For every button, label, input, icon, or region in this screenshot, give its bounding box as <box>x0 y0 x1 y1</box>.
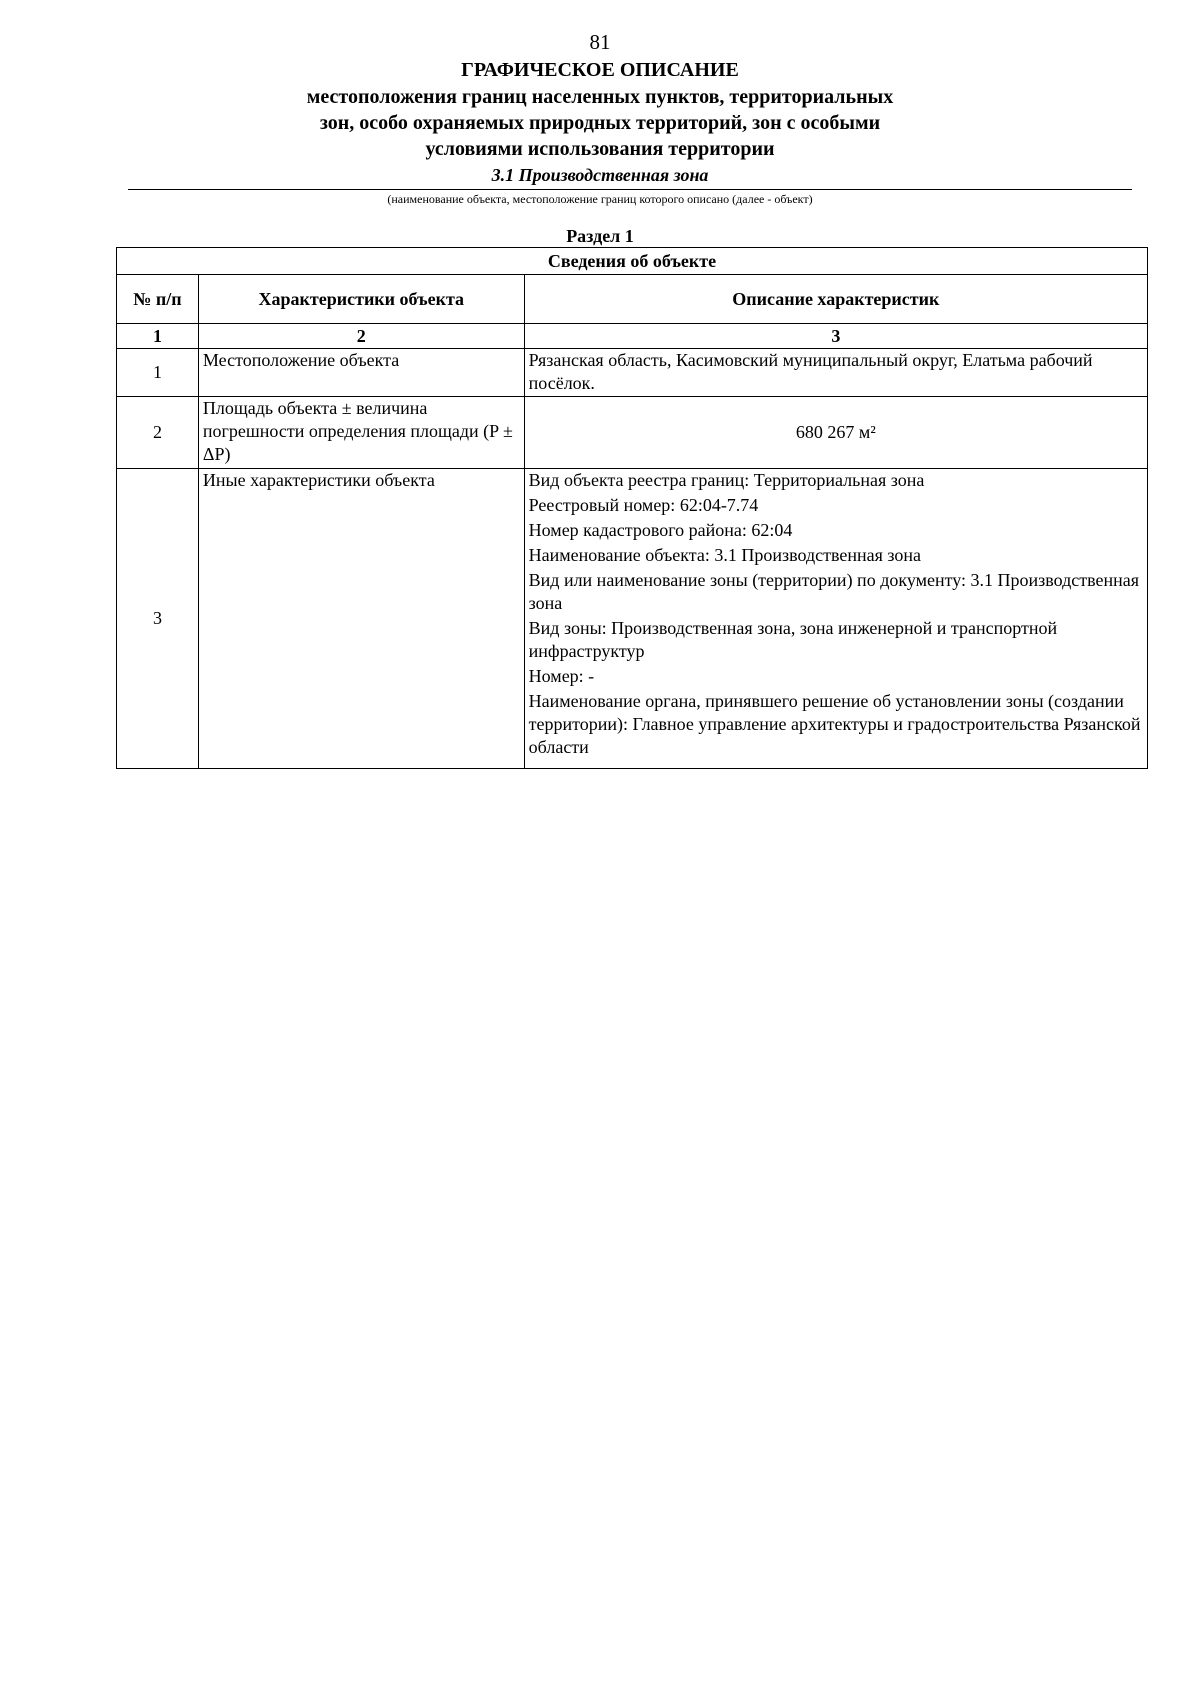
object-name-underline <box>128 189 1132 190</box>
description-line: Номер кадастрового района: 62:04 <box>528 520 793 540</box>
object-caption: (наименование объекта, местоположение границ которого описано (далее - объект) <box>387 192 813 206</box>
row-characteristic: Местоположение объекта <box>198 349 524 397</box>
column-index: 2 <box>198 324 524 349</box>
object-info-table <box>116 247 1148 769</box>
table-index-row <box>117 324 1148 349</box>
subtitle-line: местоположения границ населенных пунктов, территориальных <box>306 86 894 108</box>
description-line: Вид зоны: Производственная зона, зона инженерной и транспортной инфраструктур <box>528 618 1058 661</box>
description-line: Вид объекта реестра границ: Территориальная зона <box>528 470 925 490</box>
row-description: Рязанская область, Касимовский муниципальный округ, Елатьма рабочий посёлок. <box>524 349 1147 397</box>
row-description: 680 267 м² <box>524 397 1147 469</box>
description-line: Номер: - <box>528 666 595 686</box>
column-index: 3 <box>524 324 1147 349</box>
table-caption: Сведения об объекте <box>117 248 1148 275</box>
subtitle-line: зон, особо охраняемых природных территорий, зон с особыми <box>319 112 881 134</box>
table-row <box>117 349 1148 397</box>
header-characteristic: Характеристики объекта <box>198 275 524 324</box>
page-number: 81 <box>589 30 611 54</box>
document-title: ГРАФИЧЕСКОЕ ОПИСАНИЕ <box>461 59 739 81</box>
header-description: Описание характеристик <box>524 275 1147 324</box>
description-line: Наименование органа, принявшего решение об установлении зоны (создании территории): Главное управление архитектуры и градостроительства Рязанской области <box>528 691 1141 757</box>
table-row <box>117 469 1148 769</box>
row-number: 2 <box>117 397 199 469</box>
section-title: Раздел 1 <box>566 226 634 246</box>
row-number: 1 <box>117 349 199 397</box>
description-line: Наименование объекта: 3.1 Производственная зона <box>528 545 922 565</box>
table-header-row <box>117 275 1148 324</box>
subtitle-line: условиями использования территории <box>425 138 775 160</box>
row-number: 3 <box>117 469 199 769</box>
row-description <box>524 469 1147 769</box>
object-name: 3.1 Производственная зона <box>491 165 709 185</box>
row-characteristic: Иные характеристики объекта <box>198 469 524 769</box>
description-line: Реестровый номер: 62:04-7.74 <box>528 495 759 515</box>
row-characteristic: Площадь объекта ± величина погрешности определения площади (P ± ΔP) <box>198 397 524 469</box>
table-row <box>117 397 1148 469</box>
document-subtitle <box>150 84 1050 162</box>
column-index: 1 <box>117 324 199 349</box>
description-line: Вид или наименование зоны (территории) по документу: 3.1 Производственная зона <box>528 570 1140 613</box>
table-caption-row <box>117 248 1148 275</box>
header-number: № п/п <box>117 275 199 324</box>
